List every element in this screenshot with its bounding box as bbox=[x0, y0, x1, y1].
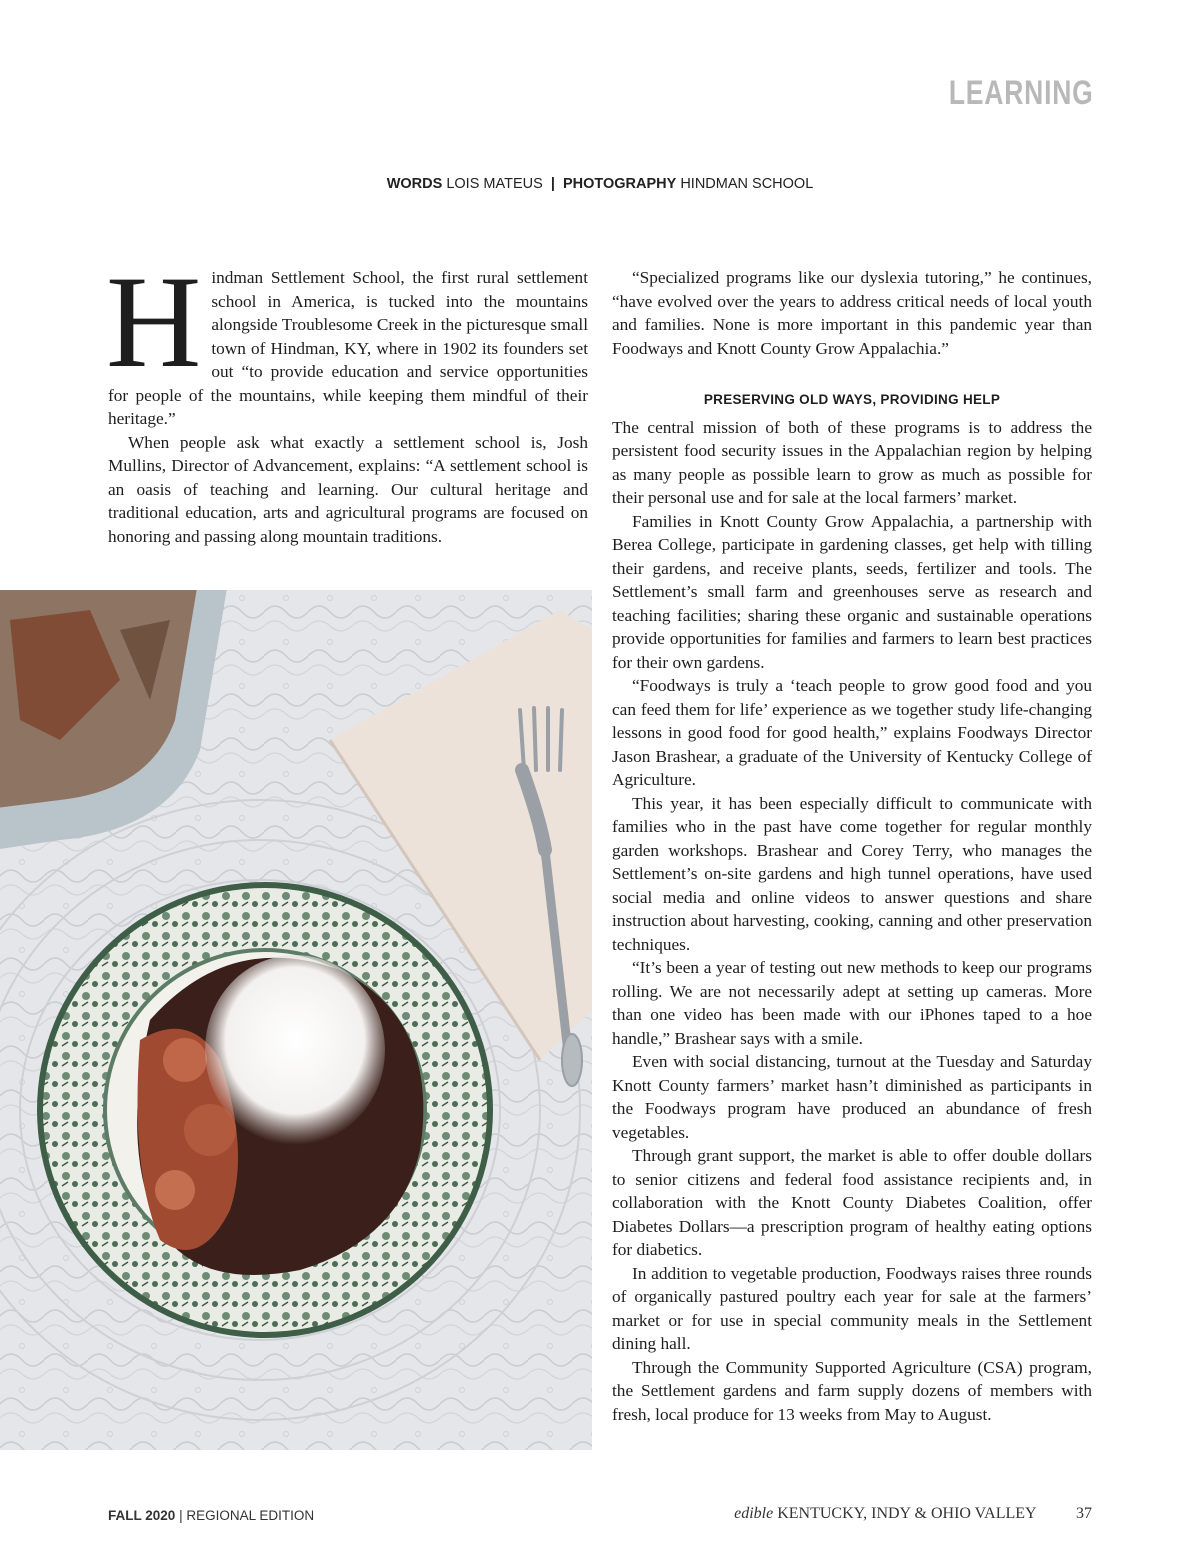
body-paragraph: “Foodways is truly a ‘teach people to grow good food and you can feed them for life’ experience as we together study life-changing lessons in good food for good health,” explains Foodways Director Jason Brashear, a graduate of the University of Kentucky College of Agriculture. bbox=[612, 676, 1092, 789]
right-column bbox=[612, 266, 1092, 1426]
intro-text: indman Settlement School, the first rural settlement school in America, is tucked into the mountains alongside Troublesome Creek in the picturesque small town of Hindman, KY, where in 1902 its founders set out “to provide education and service opportunities for people of the mountains, while keeping them mindful of their heritage.” bbox=[108, 268, 588, 428]
subheading: PRESERVING OLD WAYS, PROVIDING HELP bbox=[703, 392, 1001, 407]
region-label: REGIONAL EDITION bbox=[186, 1508, 315, 1523]
brand-edible: edible bbox=[734, 1505, 774, 1522]
body-paragraph: “It’s been a year of testing out new methods to keep our programs rolling. We are not necessarily adept at setting up cameras. More than one video has been made with our iPhones taped to a hoe handle,” Brashear says with a smile. bbox=[612, 958, 1092, 1048]
body-paragraph: Through the Community Supported Agriculture (CSA) program, the Settlement gardens and farm supply dozens of members with fresh, local produce for 13 weeks from May to August. bbox=[612, 1357, 1092, 1424]
footer-separator: | bbox=[179, 1508, 183, 1523]
body-paragraph: Through grant support, the market is able to offer double dollars to senior citizens and federal food assistance recipients and, in collaboration with the Knott County Diabetes Coalition, offer Diabetes Dollars—a prescription program of healthy eating options for diabetics. bbox=[612, 1146, 1092, 1259]
section-label: LEARNING bbox=[949, 74, 1094, 112]
body-paragraph: Even with social distancing, turnout at the Tuesday and Saturday Knott County farmers’ market hasn’t diminished as participants in the Foodways program have produced an abundance of fresh vegetables. bbox=[612, 1052, 1092, 1142]
footer-edition bbox=[108, 1508, 314, 1523]
body-paragraph: Families in Knott County Grow Appalachia, a partnership with Berea College, participate in gardening classes, get help with tilling their gardens, and receive plants, seeds, fertilizer and tools. The Settlement’s small farm and greenhouses serve as research and teaching facilities; sharing these organic and sustainable operations provide opportunities for families and farmers to learn best practices for their own gardens. bbox=[612, 511, 1092, 672]
left-column bbox=[106, 248, 588, 548]
brand-region: KENTUCKY, INDY & OHIO VALLEY bbox=[777, 1505, 1036, 1522]
dessert-plate-photo bbox=[0, 590, 592, 1450]
byline-separator: | bbox=[550, 176, 555, 192]
author-name: LOIS MATEUS bbox=[446, 176, 543, 192]
byline bbox=[0, 176, 1200, 192]
drop-cap: H bbox=[106, 248, 202, 395]
words-label: WORDS bbox=[386, 176, 443, 192]
footer-masthead bbox=[734, 1505, 1092, 1523]
issue-label: FALL 2020 bbox=[108, 1508, 176, 1523]
body-paragraph: This year, it has been especially difficult to communicate with families who in the past have come together for regular monthly garden workshops. Brashear and Corey Terry, who manages the Settlement’s on-site gardens and high tunnel operations, have used social media and online videos to answer questions and share instruction about harvesting, cooking, canning and other preservation techniques. bbox=[612, 793, 1092, 954]
quote-paragraph: “Specialized programs like our dyslexia tutoring,” he continues, “have evolved over the years to address critical needs of local youth and families. None is more important in this pandemic year than Foodways and Knott County Grow Appalachia.” bbox=[612, 268, 1092, 358]
body-paragraph: In addition to vegetable production, Foodways raises three rounds of organically pastured poultry each year for sale at the farmers’ market or for use in special community meals in the Settlement dining hall. bbox=[612, 1263, 1092, 1353]
body-paragraph: The central mission of both of these programs is to address the persistent food security issues in the Appalachian region by helping as many people as possible learn to grow as much as possible for their personal use and for sale at the local farmers’ market. bbox=[612, 417, 1092, 507]
body-paragraph: When people ask what exactly a settlement school is, Josh Mullins, Director of Advancement, explains: “A settlement school is an oasis of teaching and learning. Our cultural heritage and traditional education, arts and agricultural programs are focused on honoring and passing along mountain traditions. bbox=[108, 432, 588, 546]
photography-label: PHOTOGRAPHY bbox=[562, 176, 677, 192]
page-number: 37 bbox=[1076, 1505, 1092, 1522]
intro-paragraph bbox=[106, 248, 588, 431]
photographer-name: HINDMAN SCHOOL bbox=[680, 176, 814, 192]
